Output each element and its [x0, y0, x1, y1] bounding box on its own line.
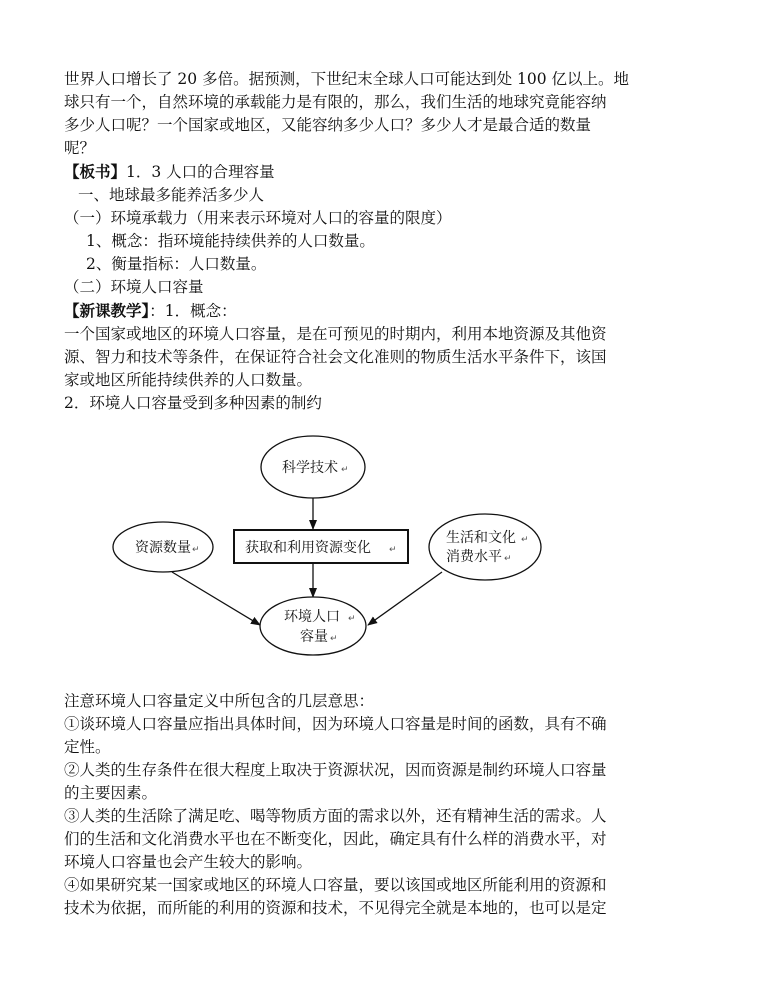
board-tag: 【板书】: [64, 162, 127, 181]
tech-label: 科学技术: [282, 460, 338, 476]
return-mark: ↵: [389, 545, 397, 555]
lesson-tag: 【新课教学】: [64, 301, 150, 320]
factors-diagram-svg: [100, 430, 560, 660]
living-node: [429, 514, 541, 580]
note-line: 环境人口容量也会产生较大的影响。: [64, 853, 313, 871]
note-line: ①谈环境人口容量应指出具体时间，因为环境人口容量是时间的函数，具有不确: [64, 715, 607, 733]
return-mark: ↵: [330, 634, 338, 644]
definition-line: 家或地区所能持续供养的人口数量。: [64, 371, 313, 389]
note-line: ④如果研究某一国家或地区的环境人口容量，要以该国或地区所能利用的资源和: [64, 876, 607, 894]
notes-heading: 注意环境人口容量定义中所包含的几层意思：: [64, 692, 375, 710]
return-mark: ↵: [521, 535, 529, 545]
board-item: （二）环境人口容量: [64, 278, 204, 296]
resources-label: 资源数量: [135, 540, 191, 556]
board-heading: [64, 160, 714, 184]
note-line: ③人类的生活除了满足吃、喝等物质方面的需求以外，还有精神生活的需求。人: [64, 807, 607, 825]
document-body: [64, 68, 714, 415]
return-mark: ↵: [348, 614, 356, 624]
notes-section: [64, 690, 714, 920]
return-mark: ↵: [341, 465, 349, 475]
factors-diagram: [100, 430, 560, 660]
acquire-label: 获取和利用资源变化: [245, 540, 371, 556]
definition-line: 源、智力和技术等条件，在保证符合社会文化准则的物质生活水平条件下，该国: [64, 348, 607, 366]
arrow-resources-to-capacity: [172, 572, 260, 625]
arrow-living-to-capacity: [368, 572, 442, 625]
capacity-label-2: 容量: [300, 629, 328, 645]
lesson-heading-text: ：1．概念：: [149, 302, 237, 320]
capacity-node: [260, 597, 366, 655]
intro-line: 呢？: [64, 139, 96, 157]
living-label-2: 消费水平: [446, 549, 502, 565]
point-2: 2．环境人口容量受到多种因素的制约: [64, 394, 322, 412]
return-mark: ↵: [192, 545, 200, 555]
note-line: ②人类的生存条件在很大程度上取决于资源状况，因而资源是制约环境人口容量: [64, 761, 607, 779]
board-title: 1．3 人口的合理容量: [126, 163, 275, 181]
note-line: 们的生活和文化消费水平也在不断变化，因此，确定具有什么样的消费水平，对: [64, 830, 607, 848]
intro-line: 世界人口增长了 20 多倍。据预测，下世纪末全球人口可能达到处 100 亿以上。地: [64, 70, 630, 88]
note-line: 定性。: [64, 738, 111, 756]
note-line: 的主要因素。: [64, 784, 158, 802]
lesson-heading: [64, 299, 714, 323]
board-item: （一）环境承载力（用来表示环境对人口的容量的限度）: [64, 209, 452, 227]
board-item: 一、地球最多能养活多少人: [78, 186, 265, 204]
intro-line: 多少人口呢？一个国家或地区，又能容纳多少人口？多少人才是最合适的数量: [64, 116, 592, 134]
note-line: 技术为依据，而所能的利用的资源和技术，不见得完全就是本地的，也可以是定: [64, 899, 607, 917]
board-item: 1、概念：指环境能持续供养的人口数量。: [86, 232, 375, 250]
intro-line: 球只有一个，自然环境的承载能力是有限的，那么，我们生活的地球究竟能容纳: [64, 93, 607, 111]
living-label-1: 生活和文化: [446, 530, 516, 546]
capacity-label-1: 环境人口: [284, 609, 340, 625]
return-mark: ↵: [504, 554, 512, 564]
definition-line: 一个国家或地区的环境人口容量，是在可预见的时期内，利用本地资源及其他资: [64, 325, 607, 343]
board-item: 2、衡量指标：人口数量。: [86, 255, 267, 273]
